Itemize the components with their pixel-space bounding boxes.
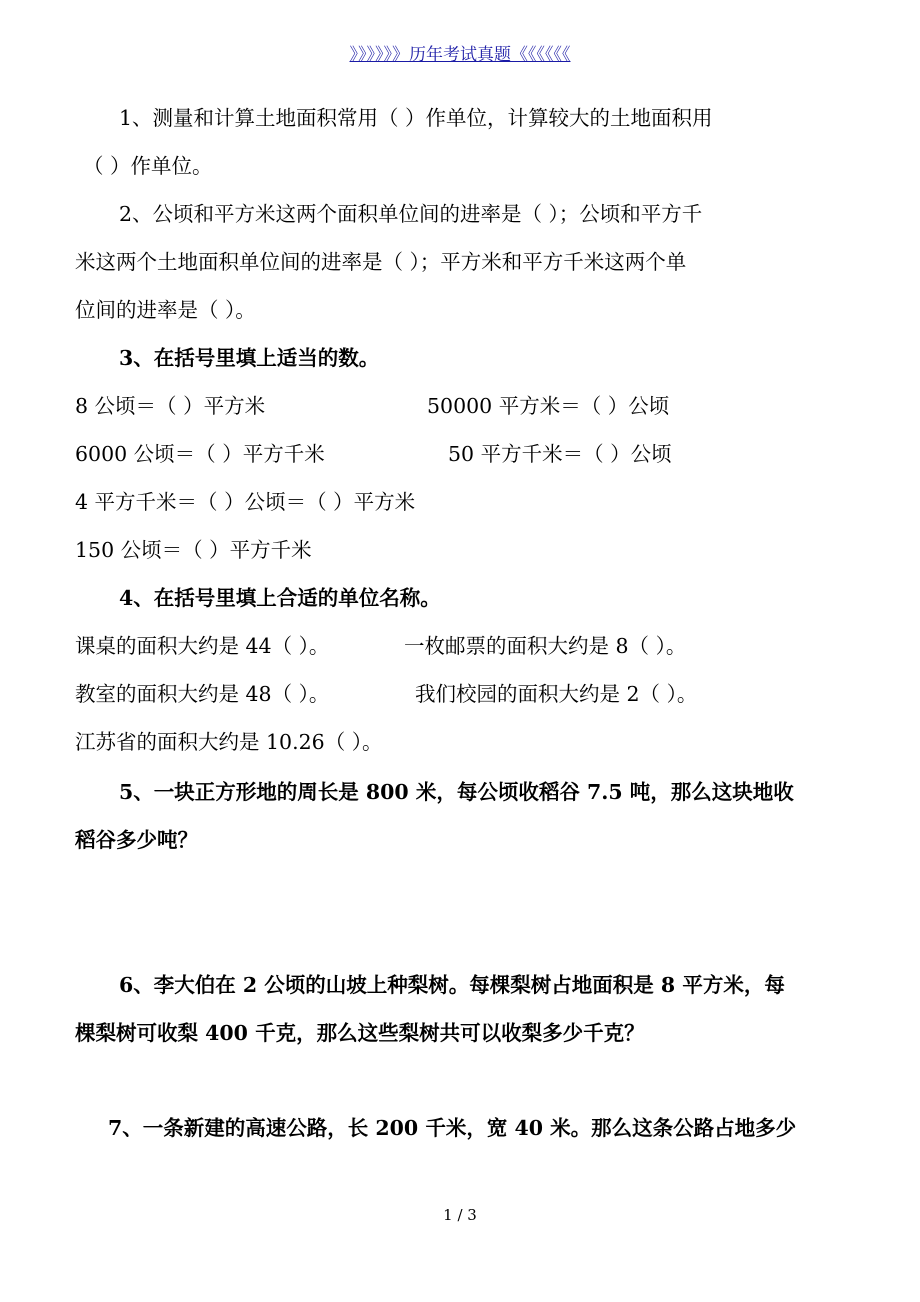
question-3-item-d: 50 平方千米＝（ ）公顷 [448, 442, 672, 466]
question-3-item-a: 8 公顷＝（ ）平方米 [75, 394, 266, 418]
question-2-line-1: 2、公顷和平方米这两个面积单位间的进率是（ ）；公顷和平方千 [119, 202, 703, 226]
question-6-line-2: 棵梨树可收梨 400 千克，那么这些梨树共可以收梨多少千克？ [75, 1021, 645, 1045]
question-4-title: 4、在括号里填上合适的单位名称。 [119, 586, 441, 610]
question-3-item-e: 4 平方千米＝（ ）公顷＝（ ）平方米 [75, 490, 416, 514]
page-number: 1 / 3 [443, 1206, 477, 1224]
question-3-item-f: 150 公顷＝（ ）平方千米 [75, 538, 312, 562]
question-4-item-b: 一枚邮票的面积大约是 8（ ）。 [404, 634, 687, 658]
header-title: 》》》》》》历年考试真题《《《《《《 [349, 45, 571, 65]
question-4-item-c: 教室的面积大约是 48（ ）。 [75, 682, 330, 706]
question-4-item-d: 我们校园的面积大约是 2（ ）。 [415, 682, 698, 706]
question-2-line-3: 位间的进率是（ ）。 [75, 298, 256, 322]
question-4-item-e: 江苏省的面积大约是 10.26（ ）。 [75, 730, 383, 754]
question-2-line-2: 米这两个土地面积单位间的进率是（ ）；平方米和平方千米这两个单 [75, 250, 687, 274]
question-4-item-a: 课桌的面积大约是 44（ ）。 [75, 634, 330, 658]
question-6-line-1: 6、李大伯在 2 公顷的山坡上种梨树。每棵梨树占地面积是 8 平方米，每 [119, 973, 785, 997]
question-3-title: 3、在括号里填上适当的数。 [119, 346, 380, 370]
question-1-line-2: （ ）作单位。 [83, 154, 213, 178]
question-5-line-2: 稻谷多少吨？ [75, 828, 198, 852]
question-1-line-1: 1、测量和计算土地面积常用（ ）作单位，计算较大的土地面积用 [119, 106, 713, 130]
question-3-item-c: 6000 公顷＝（ ）平方千米 [75, 442, 325, 466]
question-3-item-b: 50000 平方米＝（ ）公顷 [427, 394, 670, 418]
question-7-line-1: 7、一条新建的高速公路，长 200 千米，宽 40 米。那么这条公路占地多少 [108, 1116, 797, 1140]
question-5-line-1: 5、一块正方形地的周长是 800 米，每公顷收稻谷 7.5 吨，那么这块地收 [119, 780, 794, 804]
